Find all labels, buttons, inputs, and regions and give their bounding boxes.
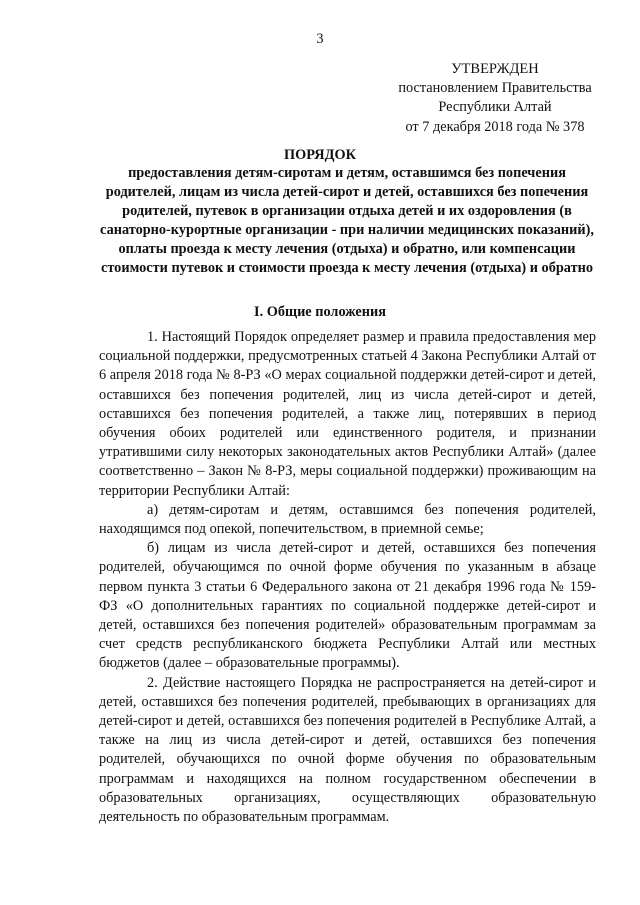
approval-line-4: от 7 декабря 2018 года № 378 [405, 118, 585, 135]
paragraph-1a: а) детям-сиротам и детям, оставшимся без попечения родителей, находящимся под опекой, попечительством, в приемной семье; [99, 501, 596, 538]
document-subtitle: предоставления детям-сиротам и детям, оставшимся без попечения родителей, лицам из числа детей-сирот и детей, оставшихся без попечения родителей, путевок в организации отдыха детей и их оздоровления (в санаторно-курортные организации - при наличии медицинских показаний), оплаты проезда к месту лечения (отдыха) и обратно, или компенсации стоимости путевок и стоимости проезда к месту лечения (отдыха) и обратно [100, 165, 594, 276]
approval-line-1: УТВЕРЖДЕН [451, 61, 539, 77]
document-title: ПОРЯДОК [284, 147, 356, 163]
paragraph-2: 2. Действие настоящего Порядка не распространяется на детей-сирот и детей, оставшихся без попечения родителей, пребывающих в организациях для детей-сирот и детей, оставшихся без попечения родителей в Республике Алтай, а также на лиц из числа детей-сирот и детей, оставшихся без попечения родителей, обучающихся по очной форме обучения по образовательным программам и находящихся на полном государственном обеспечении в образовательных организациях, осуществляющих образовательную деятельность по образовательным программам. [99, 674, 596, 826]
section-heading: I. Общие положения [254, 304, 386, 320]
body-text [99, 328, 596, 827]
approval-line-3: Республики Алтай [438, 99, 552, 116]
approval-stamp [380, 60, 610, 137]
page-number: 3 [316, 31, 324, 47]
paragraph-1: 1. Настоящий Порядок определяет размер и правила предоставления мер социальной поддержки, предусмотренных статьей 4 Закона Республики Алтай от 6 апреля 2018 года № 8-РЗ «О мерах социальной поддержки детей-сирот и детей, оставшихся без попечения родителей, лиц из числа детей-сирот и детей, оставшихся без попечения родителей, а также лиц, потерявших в период обучения обоих родителей или единственного родителя, и признании утратившими силу некоторых законодательных актов Республики Алтай» (далее соответственно – Закон № 8-РЗ, меры социальной поддержки) проживающим на территории Республики Алтай: [99, 329, 596, 499]
paragraph-1b: б) лицам из числа детей-сирот и детей, оставшихся без попечения родителей, обучающимся по очной форме обучения по указанным в абзаце первом пункта 3 статьи 6 Федерального закона от 21 декабря 1996 года № 159-ФЗ «О дополнительных гарантиях по социальной поддержке детей-сирот и детей, оставшихся без попечения родителей» образовательным программам за счет средств республиканского бюджета Республики Алтай или местных бюджетов (далее – образовательные программы). [99, 540, 596, 672]
approval-line-2: постановлением Правительства [398, 80, 592, 97]
